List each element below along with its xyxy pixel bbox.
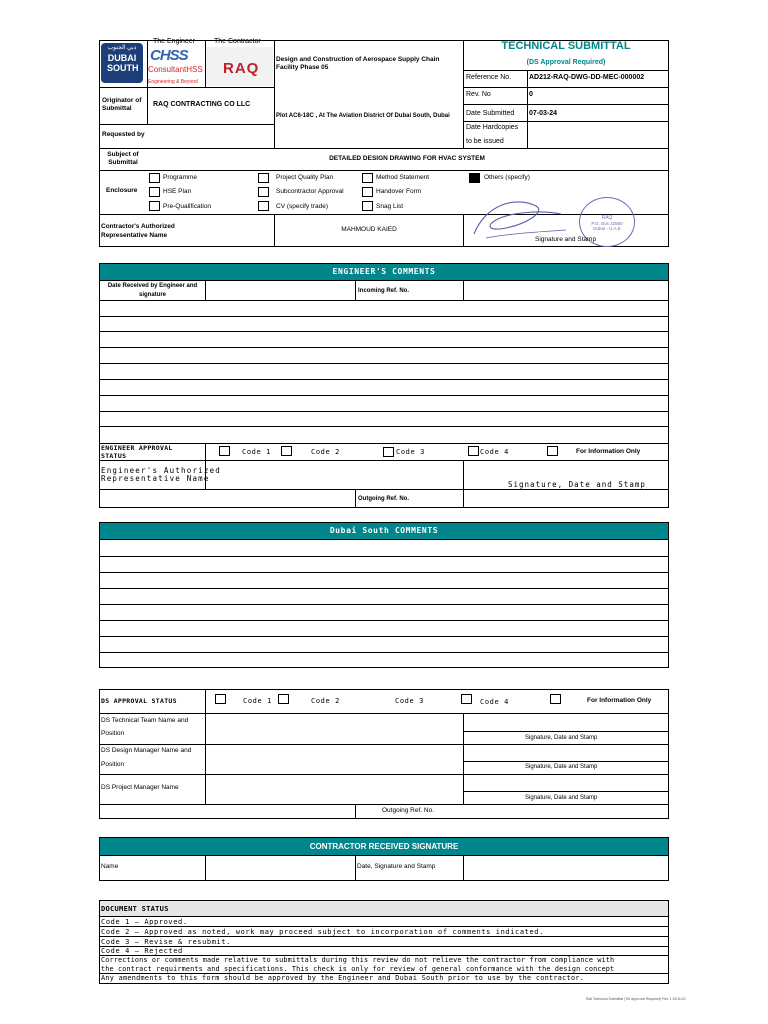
document-status-header-bg bbox=[100, 901, 668, 917]
engineer-fio-checkbox[interactable] bbox=[547, 446, 558, 456]
engineer-code-2-label: Code 2 bbox=[311, 448, 340, 456]
status-code-1: Code 1 – Approved. bbox=[101, 918, 188, 926]
stamp-po-box-text: P.O. Box 22560 bbox=[591, 221, 623, 226]
ds-tech-team-label-2: Position bbox=[101, 730, 125, 737]
ds-code-4-checkbox[interactable] bbox=[461, 694, 472, 704]
subject-value: DETAILED DESIGN DRAWING FOR HVAC SYSTEM bbox=[329, 155, 485, 162]
engineer-outgoing-ref-label: Outgoing Ref. No. bbox=[358, 496, 409, 502]
ds-code-1-label: Code 1 bbox=[243, 697, 272, 705]
ds-fio-label: For Information Only bbox=[587, 697, 652, 704]
ds-code-3-label: Code 3 bbox=[395, 697, 424, 705]
authorized-rep-label: Contractor's Authorized Representative Name bbox=[101, 223, 175, 239]
ds-comments-header: Dubai South COMMENTS bbox=[99, 522, 669, 540]
checkbox-project-quality-plan[interactable] bbox=[258, 173, 269, 183]
project-name: Design and Construction of Aerospace Supply Chain Facility Phase 05 bbox=[276, 56, 440, 71]
rev-label: Rev. No bbox=[466, 91, 491, 98]
contractor-logo-label: The Contractor bbox=[214, 38, 261, 45]
ds-tech-team-label: DS Technical Team Name and bbox=[101, 717, 189, 724]
date-hardcopies-label-2: to be issued bbox=[466, 138, 504, 145]
enclosure-programme: Programme bbox=[163, 174, 197, 181]
checkbox-snag-list[interactable] bbox=[362, 201, 373, 211]
status-code-2: Code 2 – Approved as noted, work may proceed subject to incorporation of comments indicated. bbox=[101, 928, 544, 936]
checkbox-programme[interactable] bbox=[149, 173, 160, 183]
raq-logo-text: RAQ bbox=[223, 60, 260, 77]
engineer-code-2-checkbox[interactable] bbox=[281, 446, 292, 456]
enclosure-cv: CV (specify trade) bbox=[276, 203, 329, 210]
requested-by-label: Requested by bbox=[102, 131, 145, 138]
plot-value: Plot AC6-18C , At The Aviation District Of Dubai South, Dubai bbox=[276, 113, 450, 119]
checkbox-subcontractor-approval[interactable] bbox=[258, 187, 269, 197]
date-submitted-label: Date Submitted bbox=[466, 110, 515, 117]
enclosure-snag-list: Snag List bbox=[376, 203, 404, 210]
checkbox-hse-plan[interactable] bbox=[149, 187, 160, 197]
dubai-south-logo bbox=[101, 43, 143, 83]
incoming-ref-label: Incoming Ref. No. bbox=[358, 288, 409, 294]
footer-note: Rail Technical Submittal (TM Approval Required) Rev 1 19/11/22 bbox=[586, 997, 686, 1001]
ds-fio-checkbox[interactable] bbox=[550, 694, 561, 704]
enclosure-subcontractor-approval: Subcontractor Approval bbox=[276, 188, 344, 195]
contractor-received-header: CONTRACTOR RECEIVED SIGNATURE bbox=[99, 837, 669, 856]
consultant-logo-mark: CHSS bbox=[150, 47, 188, 64]
enclosure-hse-plan: HSE Plan bbox=[163, 188, 192, 195]
subject-label: Subject of Submittal bbox=[107, 151, 139, 166]
ds-code-4-label: Code 4 bbox=[480, 698, 509, 706]
dubai-south-logo-text: DUBAI SOUTH bbox=[107, 53, 139, 73]
date-submitted-value: 07-03-24 bbox=[529, 110, 558, 117]
engineer-code-4-label: Code 4 bbox=[480, 448, 509, 456]
ds-approval-status-label: DS APPROVAL STATUS bbox=[101, 697, 177, 705]
ds-design-mgr-label: DS Design Manager Name and bbox=[101, 747, 192, 754]
enclosure-method-statement: Method Statement bbox=[376, 174, 430, 181]
raq-logo bbox=[206, 47, 273, 86]
reference-value: AD212-RAQ-DWG-DD-MEC-000002 bbox=[529, 74, 645, 81]
document-status-title: DOCUMENT STATUS bbox=[101, 905, 169, 913]
engineer-authorized-label-2: Representative Name bbox=[101, 474, 210, 483]
ds-tech-sig-label: Signature, Date and Stamp bbox=[525, 735, 598, 741]
checkbox-method-statement[interactable] bbox=[362, 173, 373, 183]
reference-label: Reference No. bbox=[466, 74, 512, 81]
checkbox-handover-form[interactable] bbox=[362, 187, 373, 197]
stamp-city-text: Dubai - U.A.E bbox=[593, 226, 621, 231]
authorized-rep-value: MAHMOUD KAIED bbox=[341, 226, 397, 233]
contractor-date-sig-label: Date, Signature and Stamp bbox=[357, 863, 436, 870]
engineer-code-4-checkbox[interactable] bbox=[468, 446, 479, 456]
engineer-authorized-label: Engineer's Authorized bbox=[101, 466, 222, 475]
originator-value: RAQ CONTRACTING CO LLC bbox=[153, 101, 251, 108]
form-subtitle: (DS Approval Required) bbox=[526, 59, 606, 66]
consultant-logo-tagline: Engineering & Beyond bbox=[148, 79, 198, 85]
ds-code-2-label: Code 2 bbox=[311, 697, 340, 705]
checkbox-pre-qualification[interactable] bbox=[149, 201, 160, 211]
status-code-3: Code 3 – Revise & resubmit. bbox=[101, 938, 231, 946]
date-received-label: Date Received by Engineer and signature bbox=[107, 283, 198, 298]
engineer-code-3-label: Code 3 bbox=[396, 448, 425, 456]
engineer-sig-date-stamp-label: Signature, Date and Stamp bbox=[508, 480, 646, 489]
engineer-code-1-checkbox[interactable] bbox=[219, 446, 230, 456]
ds-design-sig-label: Signature, Date and Stamp bbox=[525, 764, 598, 770]
ds-project-sig-label: Signature, Date and Stamp bbox=[525, 795, 598, 801]
dubai-south-logo-arabic: دبي الجنوب bbox=[107, 45, 137, 51]
status-disclaimer-2: the contract requirments and specifications. This check is only for review of general conformance with the design concept bbox=[101, 965, 615, 973]
date-hardcopies-label: Date Hardcopies bbox=[466, 124, 519, 131]
signature-stamp-label: Signature and Stamp bbox=[535, 236, 597, 243]
status-disclaimer-1: Corrections or comments made relative to submittals during this review do not relieve the contractor from compliance with bbox=[101, 956, 615, 964]
rev-value: 0 bbox=[529, 91, 533, 98]
consultant-logo bbox=[148, 47, 204, 87]
ds-code-1-checkbox[interactable] bbox=[215, 694, 226, 704]
form-title: TECHNICAL SUBMITTAL bbox=[501, 40, 631, 52]
ds-project-mgr-label: DS Project Manager Name bbox=[101, 784, 179, 791]
checkbox-others[interactable] bbox=[469, 173, 480, 183]
engineer-approval-status-label: ENGINEER APPROVAL STATUS bbox=[101, 444, 173, 460]
status-code-4: Code 4 – Rejected bbox=[101, 947, 183, 955]
enclosure-handover-form: Handover Form bbox=[376, 188, 422, 195]
originator-label: Originator of Submittal bbox=[102, 97, 142, 112]
stamp-company-text: RAQ bbox=[601, 215, 613, 221]
status-amendments-note: Any amendments to this form should be approved by the Engineer and Dubai South prior to use by the contractor. bbox=[101, 974, 585, 982]
enclosure-pre-qualification: Pre-Qualification bbox=[163, 203, 212, 210]
engineer-logo-label: The Engineer bbox=[153, 38, 196, 45]
checkbox-cv[interactable] bbox=[258, 201, 269, 211]
ds-design-mgr-label-2: Position bbox=[101, 761, 125, 768]
engineer-fio-label: For Information Only bbox=[576, 448, 641, 455]
engineer-code-3-checkbox[interactable] bbox=[383, 447, 394, 457]
enclosure-label: Enclosure bbox=[106, 187, 138, 194]
engineer-code-1-label: Code 1 bbox=[242, 448, 271, 456]
engineer-comments-header: ENGINEER'S COMMENTS bbox=[99, 263, 669, 281]
ds-code-2-checkbox[interactable] bbox=[278, 694, 289, 704]
enclosure-project-quality-plan: Project Quality Plan bbox=[276, 174, 334, 181]
enclosure-others: Others (specify) bbox=[484, 174, 530, 181]
ds-outgoing-ref-label: Outgoing Ref. No. bbox=[382, 807, 435, 814]
contractor-name-label: Name bbox=[101, 863, 119, 870]
consultant-logo-name: ConsultantHSS bbox=[148, 65, 203, 74]
